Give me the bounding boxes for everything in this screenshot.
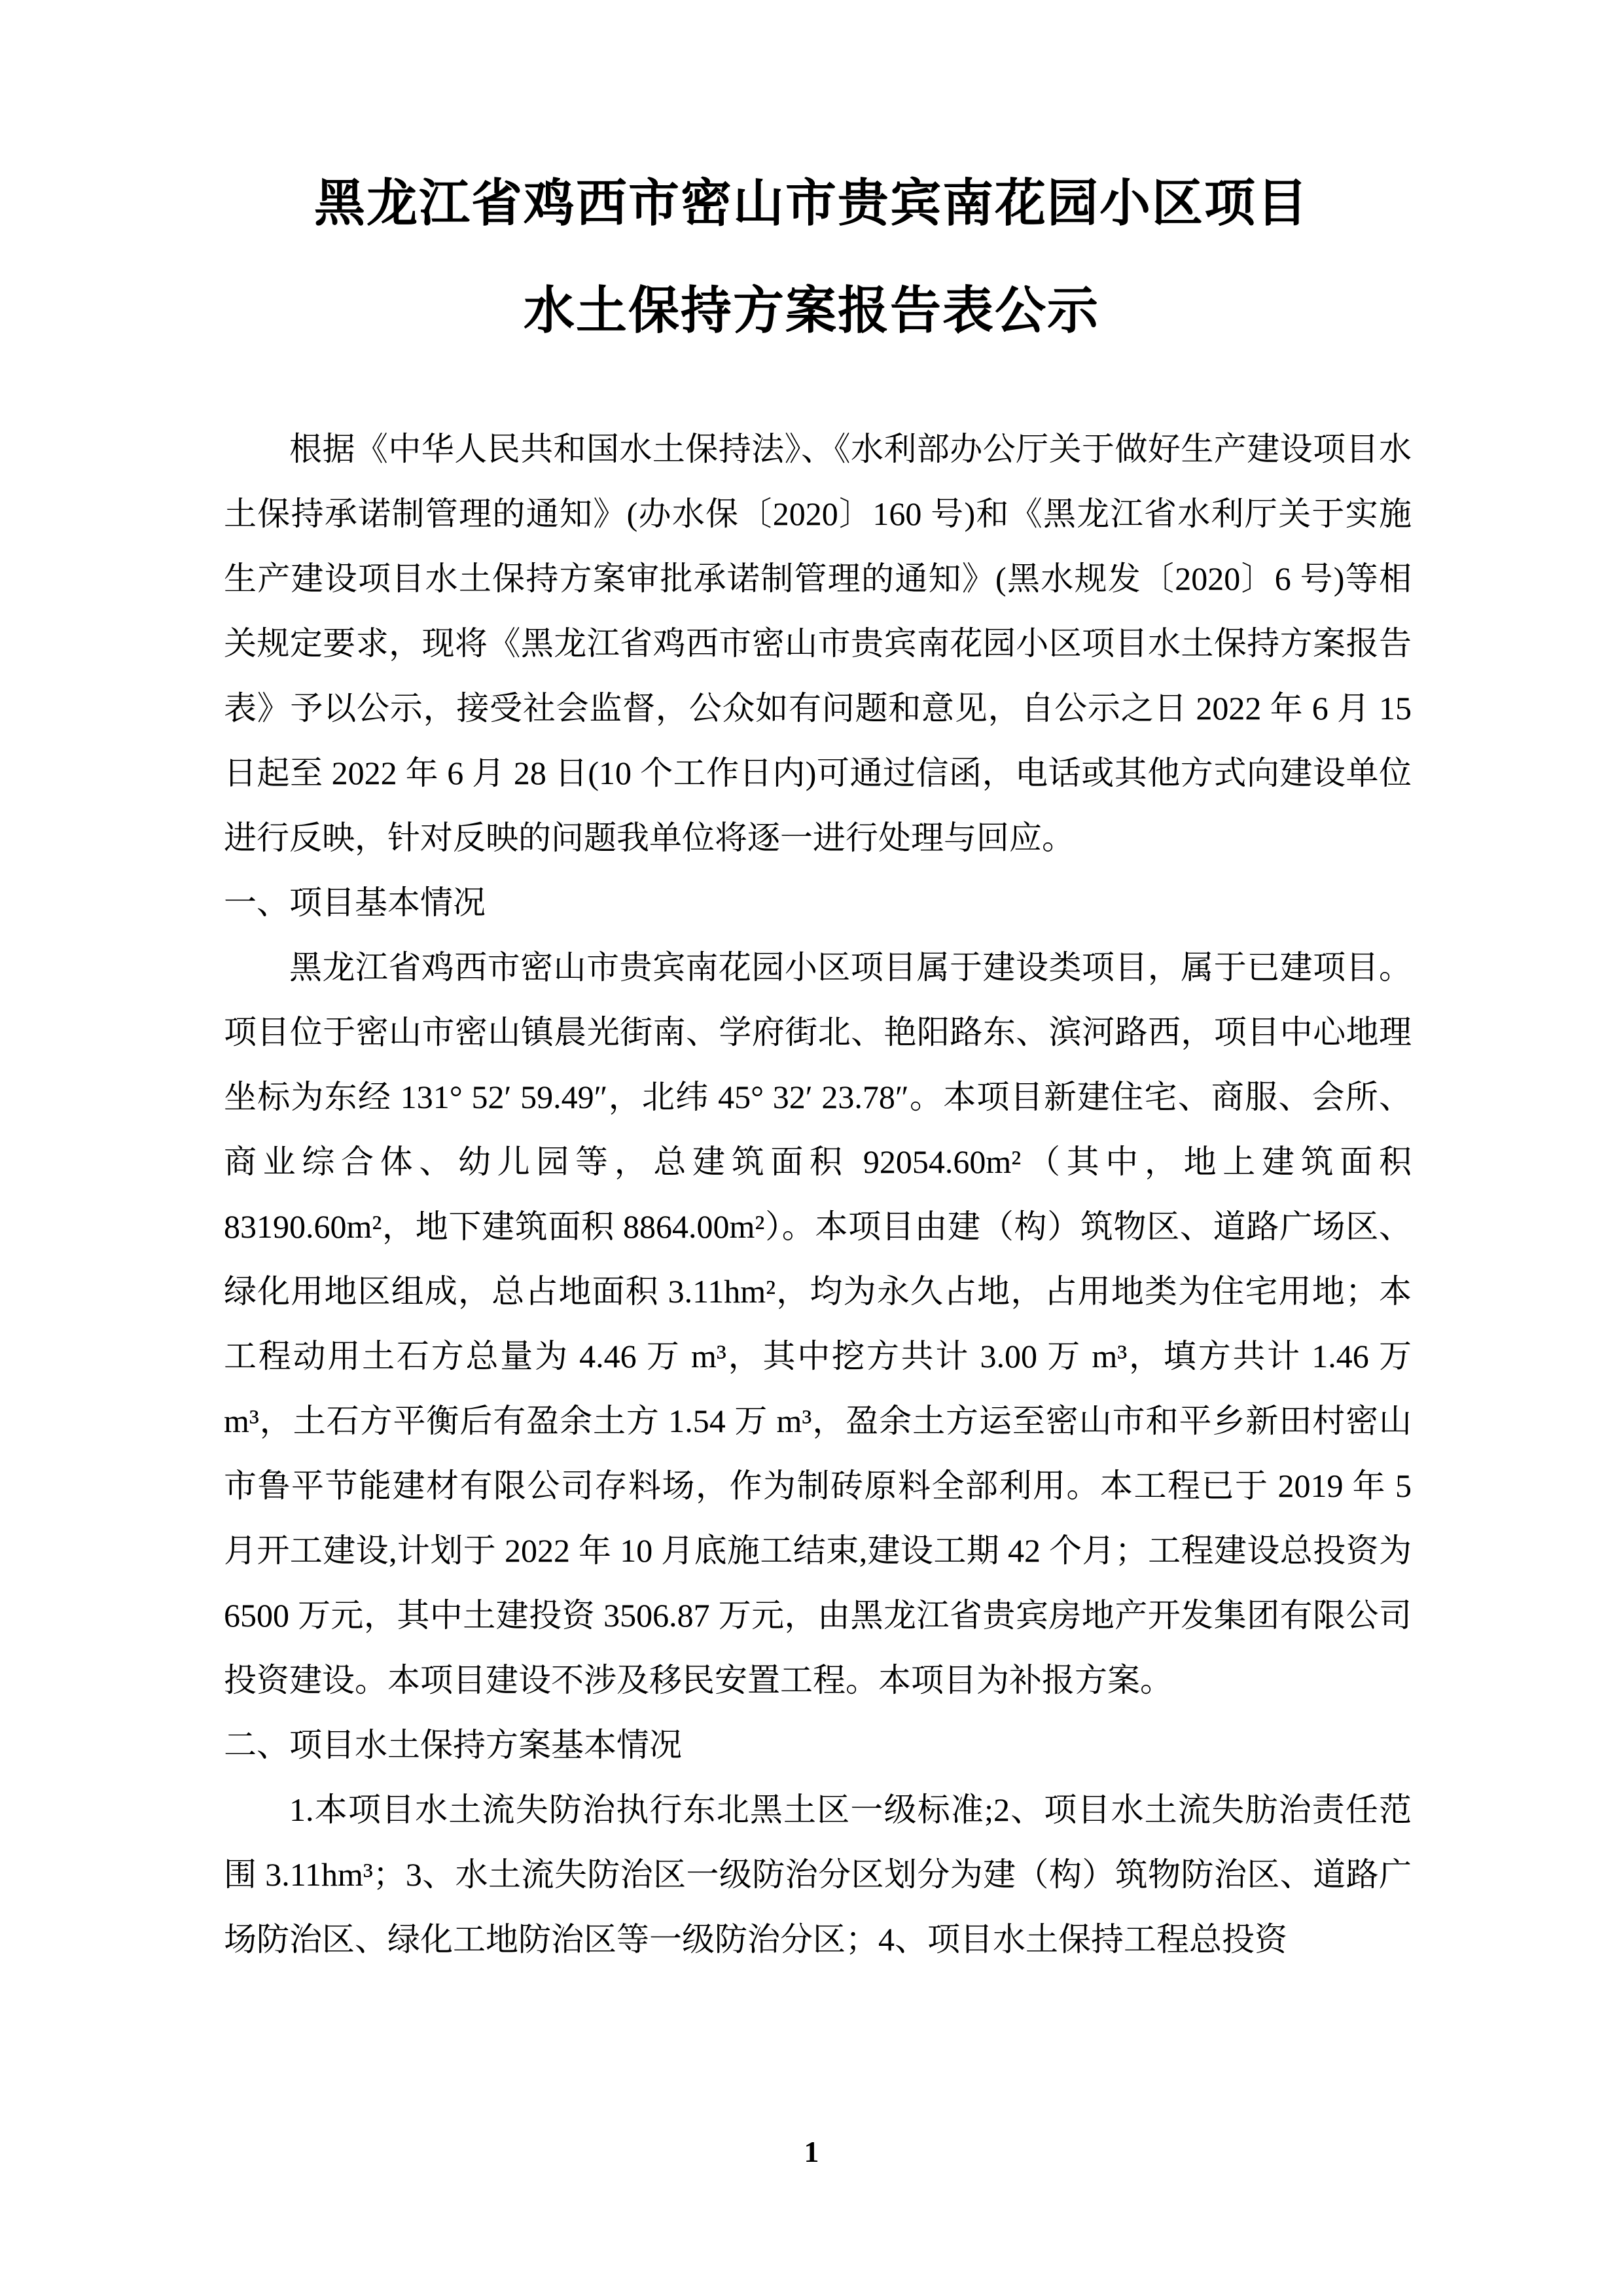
document-title bbox=[0, 149, 1623, 364]
section-heading-project-basics: 一、项目基本情况 bbox=[224, 884, 486, 921]
paragraph-conservation-plan-details: 1.本项目水土流失防治执行东北黑土区一级标准;2、项目水土流失肪治责任范围 3.11hm³；3、水土流失防治区一级防治分区划分为建（构）筑物防治区、道路广场防治区、绿化工地防治区等一级防治分区；4、项目水土保持工程总投资 bbox=[224, 1791, 1412, 1958]
document-body bbox=[224, 417, 1412, 1972]
paragraph-intro-legal-basis: 根据《中华人民共和国水土保持法》、《水利部办公厅关于做好生产建设项目水土保持承诺制管理的通知》(办水保〔2020〕160 号)和《黑龙江省水利厅关于实施生产建设项目水土保持方案审批承诺制管理的通知》(黑水规发〔2020〕6 号)等相关规定要求，现将《黑龙江省鸡西市密山市贵宾南花园小区项目水土保持方案报告表》予以公示，接受社会监督，公众如有问题和意见，自公示之日 2022 年 6 月 15 日起至 2022 年 6 月 28 日(10 个工作日内)可通过信函，电话或其他方式向建设单位进行反映，针对反映的问题我单位将逐一进行处理与回应。 bbox=[224, 431, 1412, 856]
paragraph-project-overview: 黑龙江省鸡西市密山市贵宾南花园小区项目属于建设类项目，属于已建项目。项目位于密山市密山镇晨光街南、学府街北、艳阳路东、滨河路西，项目中心地理坐标为东经 131° 52′ 59.49″，北纬 45° 32′ 23.78″。本项目新建住宅、商服、会所、商业综合体、幼儿园等，总建筑面积 92054.60m²（其中，地上建筑面积 83190.60m²，地下建筑面积 8864.00m²）。本项目由建（构）筑物区、道路广场区、绿化用地区组成，总占地面积 3.11hm²，均为永久占地，占用地类为住宅用地；本工程动用土石方总量为 4.46 万 m³，其中挖方共计 3.00 万 m³，填方共计 1.46 万 m³，土石方平衡后有盈余土方 1.54 万 m³，盈余土方运至密山市和平乡新田村密山市鲁平节能建材有限公司存料场，作为制砖原料全部利用。本工程已于 2019 年 5 月开工建设,计划于 2022 年 10 月底施工结束,建设工期 42 个月；工程建设总投资为 6500 万元，其中土建投资 3506.87 万元，由黑龙江省贵宾房地产开发集团有限公司投资建设。本项目建设不涉及移民安置工程。本项目为补报方案。 bbox=[224, 949, 1412, 1698]
title-line-2: 水土保持方案报告表公示 bbox=[523, 281, 1099, 339]
title-line-1: 黑龙江省鸡西市密山市贵宾南花园小区项目 bbox=[313, 174, 1309, 232]
section-heading-conservation-plan: 二、项目水土保持方案基本情况 bbox=[224, 1727, 682, 1763]
page-number: 1 bbox=[804, 2135, 819, 2168]
